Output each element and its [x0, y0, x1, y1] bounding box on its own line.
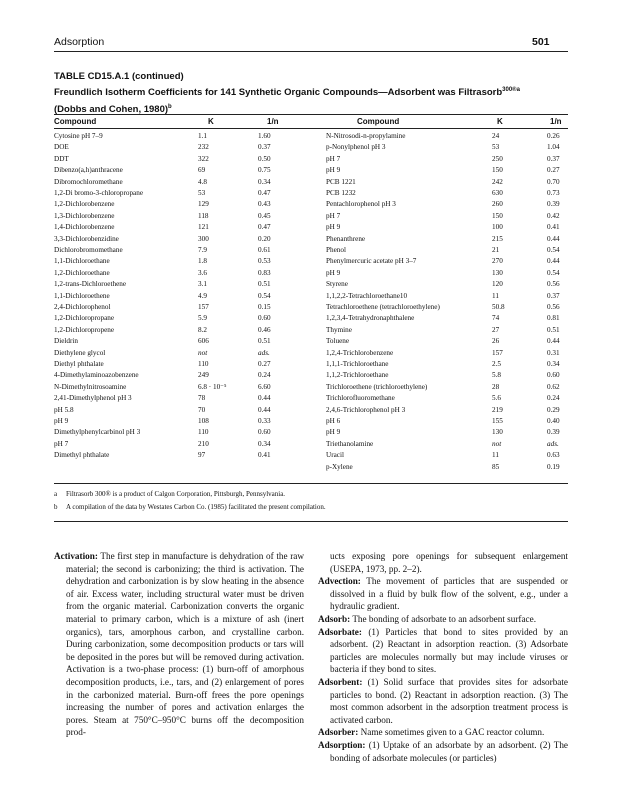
left-compound-cell: Dimethylphenylcarbinol pH 3	[54, 428, 141, 437]
right-n-cell: 0.27	[547, 166, 560, 175]
right-n-cell: 0.29	[547, 405, 560, 414]
right-n-cell: 0.63	[547, 451, 560, 460]
footnote-a	[54, 490, 285, 498]
right-compound-cell: Pentachlorophenol pH 3	[326, 200, 396, 209]
right-k-cell: 219	[492, 405, 503, 414]
left-n-cell: 0.44	[258, 405, 271, 414]
right-k-cell: 85	[492, 462, 500, 471]
right-n-cell: 0.34	[547, 360, 560, 368]
left-k-cell: 70	[198, 405, 206, 414]
right-n-cell: ads.	[547, 439, 559, 448]
right-k-cell: 27	[492, 325, 500, 334]
left-n-cell: 0.27	[258, 360, 271, 368]
left-k-cell: 69	[198, 166, 206, 175]
left-n-cell: 0.34	[258, 177, 271, 186]
definition-adsorbate: (1) Particles that bond to sites provided by an adsorbent. (2) Reactant in adsorption reaction. (3) Adsorbate particles are molecules normally but may include viruses or bacteria if they bond to sites.	[330, 626, 569, 675]
right-k-cell: 11	[492, 451, 499, 460]
left-compound-cell: Dibenzo(a,h)anthracene	[54, 166, 123, 175]
running-header: Adsorption	[54, 36, 105, 48]
left-compound-cell: 1,2-Dichloropropane	[54, 314, 115, 323]
left-k-cell: 5.9	[198, 314, 207, 323]
footnote-b	[54, 503, 326, 511]
left-k-cell: not	[198, 348, 208, 357]
left-n-cell: 0.41	[258, 451, 271, 460]
right-n-cell: 0.54	[547, 268, 560, 277]
right-compound-cell: N-Nitrosodi-n-propylamine	[326, 132, 406, 140]
table-title-text: Freundlich Isotherm Coefficients for 141 Synthetic Organic Compounds—Adsorbent was Filtrasorb	[54, 87, 503, 99]
left-n-cell: 0.15	[258, 303, 271, 311]
right-compound-cell: 1,1,2,2-Tetrachloroethane10	[326, 291, 408, 300]
left-k-cell: 300	[198, 234, 209, 243]
left-compound-cell: 1,3-Dichlorobenzene	[54, 211, 115, 220]
right-n-cell: 0.39	[547, 200, 560, 209]
right-k-cell: 26	[492, 337, 500, 346]
right-compound-cell: Phenanthrene	[326, 234, 366, 243]
col-header-compound-right: Compound	[357, 117, 400, 126]
right-n-cell: 0.44	[547, 234, 560, 243]
left-k-cell: 249	[198, 371, 209, 380]
right-k-cell: 150	[492, 211, 503, 220]
right-compound-cell: pH 7	[326, 211, 341, 220]
right-k-cell: not	[492, 439, 502, 448]
right-compound-cell: Uracil	[326, 451, 344, 460]
left-k-cell: 110	[198, 428, 209, 437]
glossary-entry-adsorb	[318, 613, 568, 626]
right-k-cell: 120	[492, 280, 503, 289]
right-k-cell: 5.6	[492, 394, 501, 403]
left-k-cell: 121	[198, 223, 209, 232]
left-n-cell: 0.34	[258, 439, 271, 448]
table-title	[54, 83, 574, 117]
table-top-rule	[54, 114, 568, 115]
left-n-cell: 1.60	[258, 132, 271, 140]
right-n-cell: 0.54	[547, 246, 560, 254]
left-n-cell: 0.43	[258, 200, 271, 209]
right-n-cell: 0.73	[547, 189, 560, 197]
left-compound-cell: Dichlorobromomethane	[54, 246, 123, 254]
left-n-cell: 0.60	[258, 314, 271, 323]
term-adsorbent: Adsorbent:	[318, 676, 363, 687]
col-header-n-left: 1/n	[267, 117, 279, 126]
left-compound-cell: Dibromochloromethane	[54, 177, 123, 186]
right-compound-cell: 1,2,3,4-Tetrahydronaphthalene	[326, 314, 415, 323]
col-header-n-right: 1/n	[550, 117, 562, 126]
right-k-cell: 11	[492, 291, 499, 300]
glossary-entry-advection	[318, 575, 568, 613]
right-k-cell: 100	[492, 223, 503, 232]
term-adsorb: Adsorb:	[318, 613, 351, 624]
left-k-cell: 3.6	[198, 268, 207, 277]
right-compound-cell: PCB 1221	[326, 177, 356, 186]
definition-adsorption: (1) Uptake of an adsorbate by an adsorbent. (2) The bonding of adsorbate molecules (or particles)	[330, 739, 569, 763]
right-compound-cell: Tetrachloroethene (tetrachloroethylene)	[326, 303, 440, 311]
left-compound-cell: pH 5.8	[54, 405, 74, 414]
right-k-cell: 155	[492, 417, 503, 425]
left-k-cell: 4.9	[198, 291, 207, 300]
right-compound-cell: 1,1,2-Trichloroethane	[326, 371, 389, 380]
term-adsorption: Adsorption:	[318, 739, 366, 750]
left-k-cell: 210	[198, 439, 209, 448]
col-header-k-left: K	[208, 117, 214, 126]
left-compound-cell: 4-Dimethylaminoazobenzene	[54, 371, 139, 380]
left-compound-cell: 1,4-Dichlorobenzene	[54, 223, 115, 232]
footnote-a-text: Filtrasorb 300® is a product of Calgon Corporation, Pittsburgh, Pennsylvania.	[66, 490, 286, 498]
right-compound-cell: p-Xylene	[326, 462, 353, 471]
right-compound-cell: pH 6	[326, 417, 341, 425]
right-n-cell: 0.26	[547, 132, 560, 140]
left-k-cell: 1.8	[198, 257, 207, 266]
right-n-cell: 0.70	[547, 177, 560, 186]
left-n-cell: 0.54	[258, 291, 271, 300]
left-k-cell: 108	[198, 417, 209, 425]
glossary-right-column	[318, 550, 568, 764]
right-compound-cell: PCB 1232	[326, 189, 356, 197]
right-compound-cell: Styrene	[326, 280, 348, 289]
right-n-cell: 0.19	[547, 462, 560, 471]
left-k-cell: 232	[198, 143, 209, 152]
definition-adsorb: The bonding of adsorbate to an adsorbent surface.	[352, 613, 536, 624]
right-k-cell: 53	[492, 143, 500, 152]
table-title-line2: (Dobbs and Cohen, 1980)	[54, 104, 169, 116]
table-header-rule	[54, 128, 568, 129]
left-compound-cell: 1,2-Dichlorobenzene	[54, 200, 115, 209]
left-n-cell: 0.60	[258, 428, 271, 437]
left-k-cell: 78	[198, 394, 206, 403]
glossary-entry-adsorber	[318, 726, 568, 739]
left-k-cell: 157	[198, 303, 209, 311]
glossary-entry-activation	[54, 550, 304, 739]
left-k-cell: 97	[198, 451, 206, 460]
left-k-cell: 1.1	[198, 132, 207, 140]
right-n-cell: 0.62	[547, 382, 560, 391]
left-n-cell: 0.50	[258, 154, 271, 163]
left-n-cell: ads.	[258, 348, 270, 357]
right-compound-cell: Phenol	[326, 246, 346, 254]
left-compound-cell: 2,4-Dichlorophenol	[54, 303, 111, 311]
right-k-cell: 130	[492, 428, 503, 437]
right-compound-cell: pH 9	[326, 268, 341, 277]
right-n-cell: 0.39	[547, 428, 560, 437]
right-n-cell: 0.56	[547, 303, 560, 311]
right-n-cell: 0.44	[547, 257, 560, 266]
left-n-cell: 0.53	[258, 257, 271, 266]
right-k-cell: 28	[492, 382, 500, 391]
right-n-cell: 0.31	[547, 348, 560, 357]
footnote-rule	[54, 521, 568, 522]
left-compound-cell: 1,1-Dichloroethane	[54, 257, 110, 266]
definition-adsorbent: (1) Solid surface that provides sites for adsorbate particles to bond. (2) Reactant in adsorption reaction. (3) The most common adsorbent in the adsorption treatment process is activated carbon.	[330, 676, 569, 725]
right-compound-cell: pH 7	[326, 154, 341, 163]
right-compound-cell: pH 9	[326, 166, 341, 175]
left-compound-cell: 2,41-Dimethylphenol pH 3	[54, 394, 132, 403]
left-n-cell: 0.44	[258, 394, 271, 403]
footnote-b-mark: b	[54, 503, 58, 511]
left-compound-cell: pH 9	[54, 417, 69, 425]
term-adsorber: Adsorber:	[318, 727, 359, 738]
right-compound-cell: 2,4,6-Trichlorophenol pH 3	[326, 405, 406, 414]
left-k-cell: 7.9	[198, 246, 207, 254]
table-label: TABLE CD15.A.1 (continued)	[54, 71, 184, 82]
left-compound-cell: Dimethyl phthalate	[54, 451, 110, 460]
left-k-cell: 8.2	[198, 325, 207, 334]
left-compound-cell: Diethyl phthalate	[54, 360, 104, 368]
definition-advection: The movement of particles that are suspended or dissolved in a fluid by bulk flow of the solvent, e.g., under a hydraulic gradient.	[330, 576, 568, 612]
left-compound-cell: 3,3-Dichlorobenzidine	[54, 234, 119, 243]
right-compound-cell: Triethanolamine	[326, 439, 374, 448]
right-k-cell: 5.8	[492, 371, 501, 380]
term-adsorbate: Adsorbate:	[318, 626, 362, 637]
right-n-cell: 0.81	[547, 314, 560, 323]
left-n-cell: 0.20	[258, 234, 271, 243]
right-n-cell: 0.24	[547, 394, 560, 403]
left-k-cell: 129	[198, 200, 209, 209]
right-k-cell: 270	[492, 257, 503, 266]
right-compound-cell: pH 9	[326, 428, 341, 437]
definition-activation-continued: ucts exposing pore openings for subsequent enlargement (USEPA, 1973, pp. 2–2).	[330, 551, 568, 574]
footnote-a-mark: a	[54, 490, 58, 498]
right-compound-cell: Toluene	[326, 337, 350, 346]
left-compound-cell: N-Dimethylnitrosoamine	[54, 382, 127, 391]
right-k-cell: 242	[492, 177, 503, 186]
left-k-cell: 6.8 · 10⁻⁵	[198, 382, 227, 391]
left-n-cell: 6.60	[258, 382, 271, 391]
right-n-cell: 0.44	[547, 337, 560, 346]
term-activation: Activation:	[54, 551, 98, 561]
left-n-cell: 0.33	[258, 417, 271, 425]
page-number: 501	[532, 36, 550, 48]
right-k-cell: 250	[492, 154, 503, 163]
left-compound-cell: Cytosine pH 7–9	[54, 132, 103, 140]
right-n-cell: 0.60	[547, 371, 560, 380]
glossary-left-column	[54, 550, 304, 739]
right-k-cell: 21	[492, 246, 500, 254]
footnote-b-text: A compilation of the data by Westates Carbon Co. (1985) facilitated the present compilation.	[66, 503, 326, 511]
definition-activation: The first step in manufacture is dehydration of the raw material; the second is carbonizing; the third is activation. The dehydration and carbonization is by slow heating in the absence of air. Excess water, including structural water must be driven from the organic material. Carbonization converts the organic material to primary carbon, which is a mixture of ash (inert organics), tars, amorphous carbon, and crystalline carbon. During carbonization, some decomposition products or tars will be deposited in the pores but will be removed during activation. Activation is a two-phase process: (1) burn-off of amorphous decomposition products, i.e., tars, and (2) enlargement of pores in the carbonized material. Burn-off frees the pore openings increasing the number of pores and activation enlarges the pores. Steam at 750°C–950°C burns off the decomposition prod-	[66, 551, 304, 738]
right-k-cell: 260	[492, 200, 503, 209]
right-n-cell: 0.51	[547, 325, 560, 334]
right-compound-cell: 1,1,1-Trichloroethane	[326, 360, 389, 368]
left-compound-cell: Diethylene glycol	[54, 348, 106, 357]
left-compound-cell: 1,2-trans-Dichloroethene	[54, 280, 127, 289]
right-k-cell: 157	[492, 348, 503, 357]
left-compound-cell: Dieldrin	[54, 337, 78, 346]
right-n-cell: 1.04	[547, 143, 560, 152]
col-header-compound-left: Compound	[54, 117, 97, 126]
right-n-cell: 0.42	[547, 211, 560, 220]
right-compound-cell: Thymine	[326, 325, 352, 334]
left-compound-cell: DDT	[54, 154, 69, 163]
left-compound-cell: 1,2-Dichloroethane	[54, 268, 110, 277]
right-compound-cell: Trichlorofluoromethane	[326, 394, 395, 403]
left-n-cell: 0.51	[258, 337, 271, 346]
left-n-cell: 0.24	[258, 371, 271, 380]
col-header-k-right: K	[497, 117, 503, 126]
left-n-cell: 0.51	[258, 280, 271, 289]
right-n-cell: 0.41	[547, 223, 560, 232]
glossary-entry-adsorbent	[318, 676, 568, 726]
left-compound-cell: 1,2-Di bromo-3-chloropropane	[54, 189, 144, 197]
right-n-cell: 0.40	[547, 417, 560, 425]
definition-adsorber: Name sometimes given to a GAC reactor column.	[360, 727, 545, 738]
right-k-cell: 130	[492, 268, 503, 277]
table-title-line2-sup: b	[168, 104, 172, 111]
right-compound-cell: pH 9	[326, 223, 341, 232]
left-n-cell: 0.37	[258, 143, 271, 152]
right-k-cell: 2.5	[492, 360, 501, 368]
left-n-cell: 0.47	[258, 223, 271, 232]
right-n-cell: 0.37	[547, 154, 560, 163]
right-compound-cell: Phenylmercuric acetate pH 3–7	[326, 257, 417, 266]
header-rule	[54, 51, 568, 52]
left-n-cell: 0.83	[258, 268, 271, 277]
table-bottom-rule	[54, 483, 568, 484]
term-advection: Advection:	[318, 576, 361, 587]
left-n-cell: 0.61	[258, 246, 271, 254]
left-k-cell: 322	[198, 154, 209, 163]
left-n-cell: 0.75	[258, 166, 271, 175]
right-k-cell: 215	[492, 234, 503, 243]
right-k-cell: 150	[492, 166, 503, 175]
table-title-sup: 300®a	[502, 87, 520, 93]
left-n-cell: 0.47	[258, 189, 271, 197]
left-k-cell: 118	[198, 211, 209, 220]
right-compound-cell: 1,2,4-Trichlorobenzene	[326, 348, 394, 357]
right-compound-cell: p-Nonylphenol pH 3	[326, 143, 386, 152]
left-k-cell: 110	[198, 360, 209, 368]
right-n-cell: 0.37	[547, 291, 560, 300]
right-k-cell: 24	[492, 132, 500, 140]
right-k-cell: 50.8	[492, 303, 505, 311]
right-k-cell: 74	[492, 314, 500, 323]
right-k-cell: 630	[492, 189, 503, 197]
left-k-cell: 606	[198, 337, 209, 346]
left-n-cell: 0.46	[258, 325, 271, 334]
left-n-cell: 0.45	[258, 211, 271, 220]
right-compound-cell: Trichloroethene (trichloroethylene)	[326, 382, 428, 391]
left-compound-cell: 1,1-Dichloroethene	[54, 291, 110, 300]
left-compound-cell: pH 7	[54, 439, 69, 448]
left-compound-cell: DOE	[54, 143, 69, 152]
glossary-entry-adsorbate	[318, 626, 568, 676]
glossary-entry-adsorption	[318, 739, 568, 764]
left-k-cell: 3.1	[198, 280, 207, 289]
left-compound-cell: 1,2-Dichloropropene	[54, 325, 115, 334]
left-k-cell: 4.8	[198, 177, 207, 186]
right-n-cell: 0.56	[547, 280, 560, 289]
left-k-cell: 53	[198, 189, 206, 197]
